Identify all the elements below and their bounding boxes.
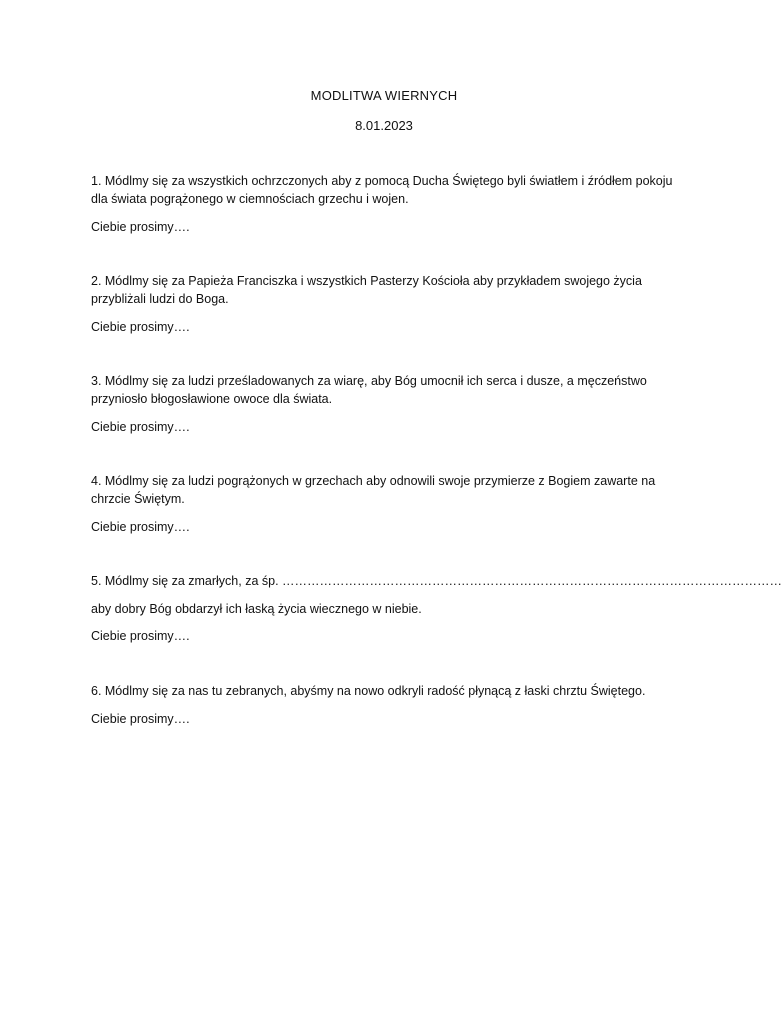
document-date: 8.01.2023 — [355, 118, 413, 133]
prayer-3-text: 3. Módlmy się za ludzi prześladowanych za wiarę, aby Bóg umocnił ich serca i dusze, a męczeństwo przyniosło błogosławione owoce dla świata. — [91, 374, 647, 406]
prayer-3-response: Ciebie prosimy…. — [91, 420, 190, 434]
prayer-5-response: Ciebie prosimy…. — [91, 629, 190, 643]
prayer-4-response: Ciebie prosimy…. — [91, 520, 190, 534]
prayer-2-text: 2. Módlmy się za Papieża Franciszka i wszystkich Pasterzy Kościoła aby przykładem swojego życia przybliżali ludzi do Boga. — [91, 274, 642, 306]
prayer-5-continuation: aby dobry Bóg obdarzył ich łaską życia wiecznego w niebie. — [91, 602, 422, 616]
prayer-1-response: Ciebie prosimy…. — [91, 220, 190, 234]
document-title: MODLITWA WIERNYCH — [310, 88, 458, 103]
prayer-6-text: 6. Módlmy się za nas tu zebranych, abyśmy na nowo odkryli radość płynącą z łaski chrztu Świętego. — [91, 684, 646, 698]
prayer-4-text: 4. Módlmy się za ludzi pogrążonych w grzechach aby odnowili swoje przymierze z Bogiem zawarte na chrzcie Świętym. — [91, 474, 656, 506]
prayer-2-response: Ciebie prosimy…. — [91, 320, 190, 334]
prayer-5-text: 5. Módlmy się za zmarłych, za śp. ………………………………………………………………………………………………………… — [91, 574, 782, 588]
prayer-1-text: 1. Módlmy się za wszystkich ochrzczonych aby z pomocą Ducha Świętego byli światłem i źródłem pokoju dla świata pogrążonego w ciemnościach grzechu i wojen. — [91, 174, 673, 206]
prayer-6-response: Ciebie prosimy…. — [91, 712, 190, 726]
